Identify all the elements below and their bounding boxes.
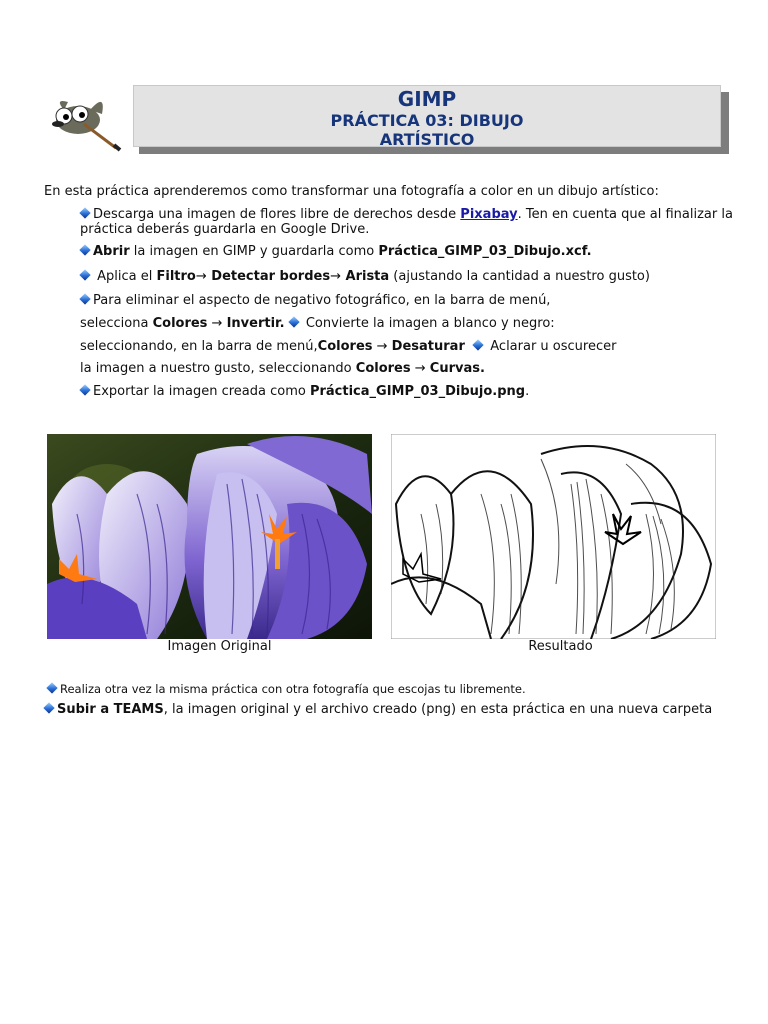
step-text: la imagen en GIMP y guardarla como: [129, 244, 379, 259]
step-invert-cont: [80, 316, 555, 332]
result-image: [391, 434, 716, 639]
menu-desaturar: Desaturar: [391, 339, 465, 354]
note-text: Realiza otra vez la misma práctica con otra fotografía que escojas tu libremente.: [60, 682, 526, 696]
gimp-logo-icon: [44, 90, 124, 152]
step-text: la imagen a nuestro gusto, seleccionando: [80, 361, 356, 376]
page-subtitle-line1: PRÁCTICA 03: DIBUJO: [330, 111, 524, 130]
menu-filtro: Filtro: [156, 269, 196, 284]
menu-colores: Colores: [355, 361, 411, 376]
step-text: (ajustando la cantidad a nuestro gusto): [389, 269, 650, 284]
bullet-diamond-icon: [79, 269, 90, 280]
page-title: GIMP: [397, 87, 457, 111]
step-text: Descarga una imagen de flores libre de derechos desde: [93, 207, 461, 222]
step-download-cont: práctica deberás guardarla en Google Drive.: [80, 222, 370, 237]
note-bold: Subir a TEAMS: [57, 702, 164, 717]
step-text: Exportar la imagen creada como: [93, 384, 310, 399]
step-desaturate: [80, 339, 616, 355]
original-caption: Imagen Original: [167, 639, 272, 654]
step-text: Aplica el: [93, 269, 157, 284]
menu-invertir: Invertir.: [226, 316, 285, 331]
menu-curvas: Curvas.: [429, 361, 485, 376]
note-text: , la imagen original y el archivo creado (png) en esta práctica en una nueva carpeta: [163, 702, 713, 717]
note-teams: [44, 702, 712, 718]
menu-colores: Colores: [152, 316, 208, 331]
bullet-diamond-icon: [79, 244, 90, 255]
step-text: . Ten en cuenta que al finalizar la: [517, 207, 733, 222]
menu-detectar-bordes: Detectar bordes: [206, 269, 331, 284]
result-caption: Resultado: [528, 639, 593, 654]
step-curves: [80, 361, 485, 377]
intro-text: En esta práctica aprenderemos como transformar una fotografía a color en un dibujo artístico:: [44, 184, 659, 199]
bullet-diamond-icon: [472, 339, 483, 350]
step-invert: [80, 293, 550, 309]
step-text: seleccionando, en la barra de menú,: [80, 339, 318, 354]
menu-colores: Colores: [317, 339, 373, 354]
step-filter: [80, 269, 650, 285]
step-bold: Abrir: [93, 244, 130, 259]
bullet-diamond-icon: [46, 682, 57, 693]
menu-arista: Arista: [340, 269, 390, 284]
step-download: [80, 207, 733, 223]
step-text: Para eliminar el aspecto de negativo fotográfico, en la barra de menú,: [93, 293, 551, 308]
page-subtitle-line2: ARTÍSTICO: [379, 130, 475, 149]
arrow: →: [207, 316, 227, 331]
step-export: [80, 384, 529, 400]
bullet-diamond-icon: [79, 293, 90, 304]
step-filename: Práctica_GIMP_03_Dibujo.png: [309, 384, 526, 399]
step-text: Aclarar u oscurecer: [486, 339, 617, 354]
step-filename: Práctica_GIMP_03_Dibujo.xcf.: [378, 244, 592, 259]
step-text: Convierte la imagen a blanco y negro:: [301, 316, 555, 331]
bullet-diamond-icon: [79, 207, 90, 218]
bullet-diamond-icon: [288, 316, 299, 327]
arrow: →: [372, 339, 392, 354]
original-image: [47, 434, 372, 639]
note-repeat: [47, 681, 526, 697]
arrow: →: [195, 269, 207, 284]
step-open: [80, 244, 592, 260]
arrow: →: [330, 269, 341, 284]
title-banner: [133, 85, 721, 147]
bullet-diamond-icon: [79, 384, 90, 395]
arrow: →: [410, 361, 430, 376]
step-text: .: [525, 384, 530, 399]
step-text: selecciona: [80, 316, 153, 331]
bullet-diamond-icon: [43, 702, 54, 713]
pixabay-link[interactable]: Pixabay: [460, 207, 518, 222]
